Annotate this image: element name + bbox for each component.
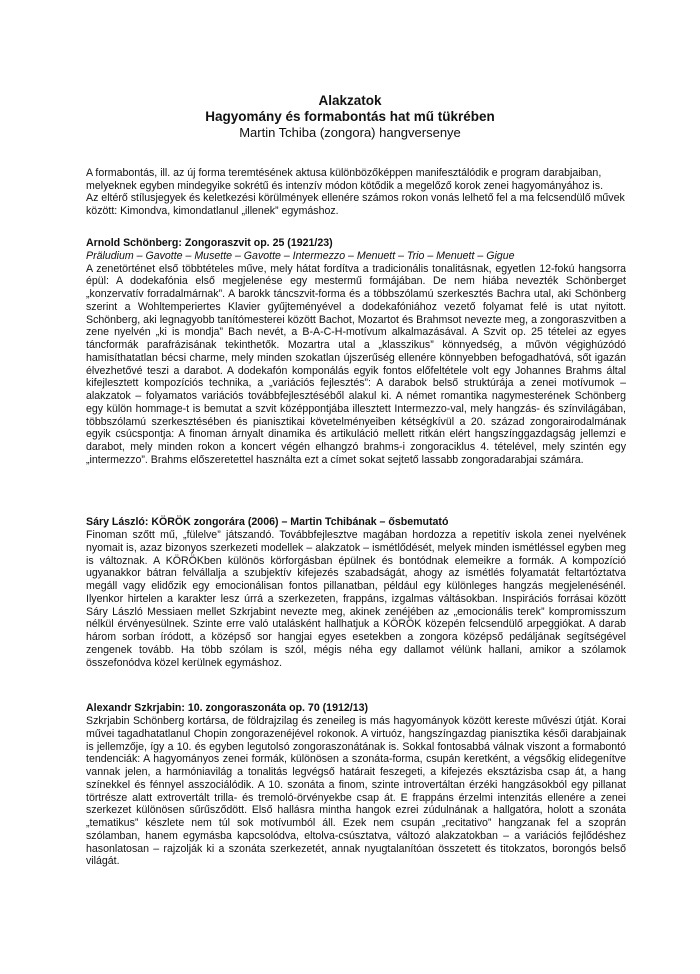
intro-text [86,167,626,218]
section-body: Finoman szőtt mű, „fülelve” játszandó. Továbbfejlesztve magában hordozza a repetitív iskola zenei nyelvének nyomait is, azaz bizonyos szerkezeti modellek – alakzatok – ismétlődését, melyek minden ismétléssel egyben meg is változnak. A KÖRÖKben különös körforgásban épülnek és bontódnak elemeikre a formák. A kompozíció ugyanakkor bátran felvállalja a szubjektív kifejezés szabadságát, ahogy az ismétlés folyamatát feltartóztatva megáll vagy elidőzik egy emocionálisan fontos pillanatban, például egy különleges hangzás megjelenésénél. Ilyenkor hirtelen a karakter lesz úrrá a szerkezeten, frappáns, izgalmas váltásokban. Inspirációs forrásai között Sáry László Messiaen mellet Szkrjabint nevezte meg, akinek zenéjében az „emocionális terek” kompromisszum nélkül érvényesülnek. Szinte erre való utalásként hallhatjuk a KÖRÖK közepén felcsendülő arpeggiókat. A darab három sorban íródott, a középső sor hangjai egyes esetekben a zongora középső pedáljának segítségével zengenek tovább. Ha több szólam is szól, mégis néha egy dallamot vélünk hallani, amikor a szólamok összefonódva közel kerülnek egymáshoz. [86,529,626,669]
intro-paragraph: Az eltérő stílusjegyek és keletkezési körülmények ellenére számos rokon vonás lelhető fel a ma felcsendülő művek között: Kimondva, kimondatlanul „illenek” egymáshoz. [86,192,625,218]
performer-line: Martin Tchiba (zongora) hangversenye [239,125,461,140]
section-body: Szkrjabin Schönberg kortársa, de földrajzilag és zeneileg is más hagyományok között kereste művészi útját. Korai művei tagadhatatlanul Chopin zongorazenéjével rokonok. A virtuóz, hangszíngazdag pianisztika késői darabjainak is jellemzője, így a 10. és egyben legutolsó zongoraszonátának is. Sokkal fontosabbá válnak viszont a formabontó tendenciák: A hagyományos zenei formák, különösen a szonáta-forma, csupán keretként, a végsőkig elidegenítve vannak jelen, a harmóniavilág a tonalitás legvégső határait feszegeti, a kifejezés eksztázisba csap át, a hang színekkel és fénnyel asszociálódik. A 10. szonáta a finom, szinte introvertáltan érzéki hangzásokból egy pillanat törtrésze alatt extrovertált trilla- és tremoló-örvényekbe csap át. E frappáns érzelmi intenzitás ellenére a zenei szerkezet különösen sűrűsződött. Első hallásra mintha hangok ezrei zúdulnának a hallgatóra, holott a szonáta „tematikus” készlete nem túl sok motívumból áll. Ezek nem csupán „recitativo” hangzanak fel a szoprán szólamban, hanem egymásba kapcsolódva, eltolva-csúsztatva, változó alakzatokban – a variációs fejlődéshez hasonlatosan – rajzolják ki a szonáta szerkezetét, annak nyugtalanítóan összetett és titokzatos, borongós belső világát. [86,715,626,868]
document-title: Alakzatok [318,93,382,108]
document-subtitle: Hagyomány és formabontás hat mű tükrében [205,109,495,124]
section-movements: Präludium – Gavotte – Musette – Gavotte – Intermezzo – Menuett – Trio – Menuett – Gigue [86,250,515,262]
intro-paragraph: A formabontás, ill. az új forma teremtésének aktusa különbözőképpen manifesztálódik e program darabjaiban, melyeknek egyben mindegyike sokrétű és intenzív módon kötődik a megelőző korok zenei hagyományához is. [86,167,604,192]
section-scriabin [86,702,626,868]
section-title: Arnold Schönberg: Zongoraszvit op. 25 (1921/23) [86,237,333,249]
section-sary [86,516,626,669]
section-title: Alexandr Szkrjabin: 10. zongoraszonáta op. 70 (1912/13) [86,702,369,714]
section-body: A zenetörténet első többtételes műve, mely hátat fordítva a tradicionális tonalitásnak, egyetlen 12-fokú hangsorra épül: A dodekafónia első megjelenése egy mestermű formájában. De nem hiába nevezték Schönberget „konzervatív forradalmárnak”. A barokk táncszvit-forma és a többszólamú szerkesztés Bachra utal, aki Schönberg szerint a Wohltemperiertes Klavier gyűjteményével a dodekafóniához vezető folyamat felé is utat nyitott. Schönberg, aki legnagyobb tanítómesterei között Bachot, Mozartot és Brahmsot nevezte meg, a zongoraszvitben a zene nyelvén „ki is mondja” Bach nevét, a B-A-C-H-motívum alkalmazásával. A Szvit op. 25 tételei az egyes táncformák parafrázisának tekinthetők. Mozartra utal a „klasszikus” könnyedség, a művön végighúzódó hamisíthatatlan bécsi charme, mely minden szokatlan újszerűség ellenére könnyebben befogadhatóvá, sőt igazán élvezhetővé teszi a darabot. A dodekafón komponálás egyik fontos előfeltétele volt egy Johannes Brahms által kifejlesztett kompozíciós technika, a „variációs fejlesztés”: A darabok belső struktúrája a zenei motívumok – alakzatok – folyamatos variációs továbbfejlesztéséből alakul ki. A német romantika nagymesterének Schönberg egy külön hommage-t is bemutat a szvit középpontjába illesztett Intermezzo-val, mely hangzás- és színvilágában, többszólamú szerkesztésében és pianisztikai követelményeiben kétségkívül a 20. század zongorairodalmának egyik csúcspontja: A finoman árnyalt dinamika és artikuláció mellett ritkán elért hangszínggazdagság jellemzi e darabot, mely minden rokon a koncert végén elhangzó brahms-i zongoraciklus 4. tételével, mely szintén egy „intermezzo”. Brahms előszeretettel használta ezt a címet sokat sejtető lassabb zongoradarabjai számára. [86,262,626,466]
section-title: Sáry László: KÖRÖK zongorára (2006) – Martin Tchibának – ősbemutató [86,516,449,528]
section-schoenberg [86,237,626,467]
